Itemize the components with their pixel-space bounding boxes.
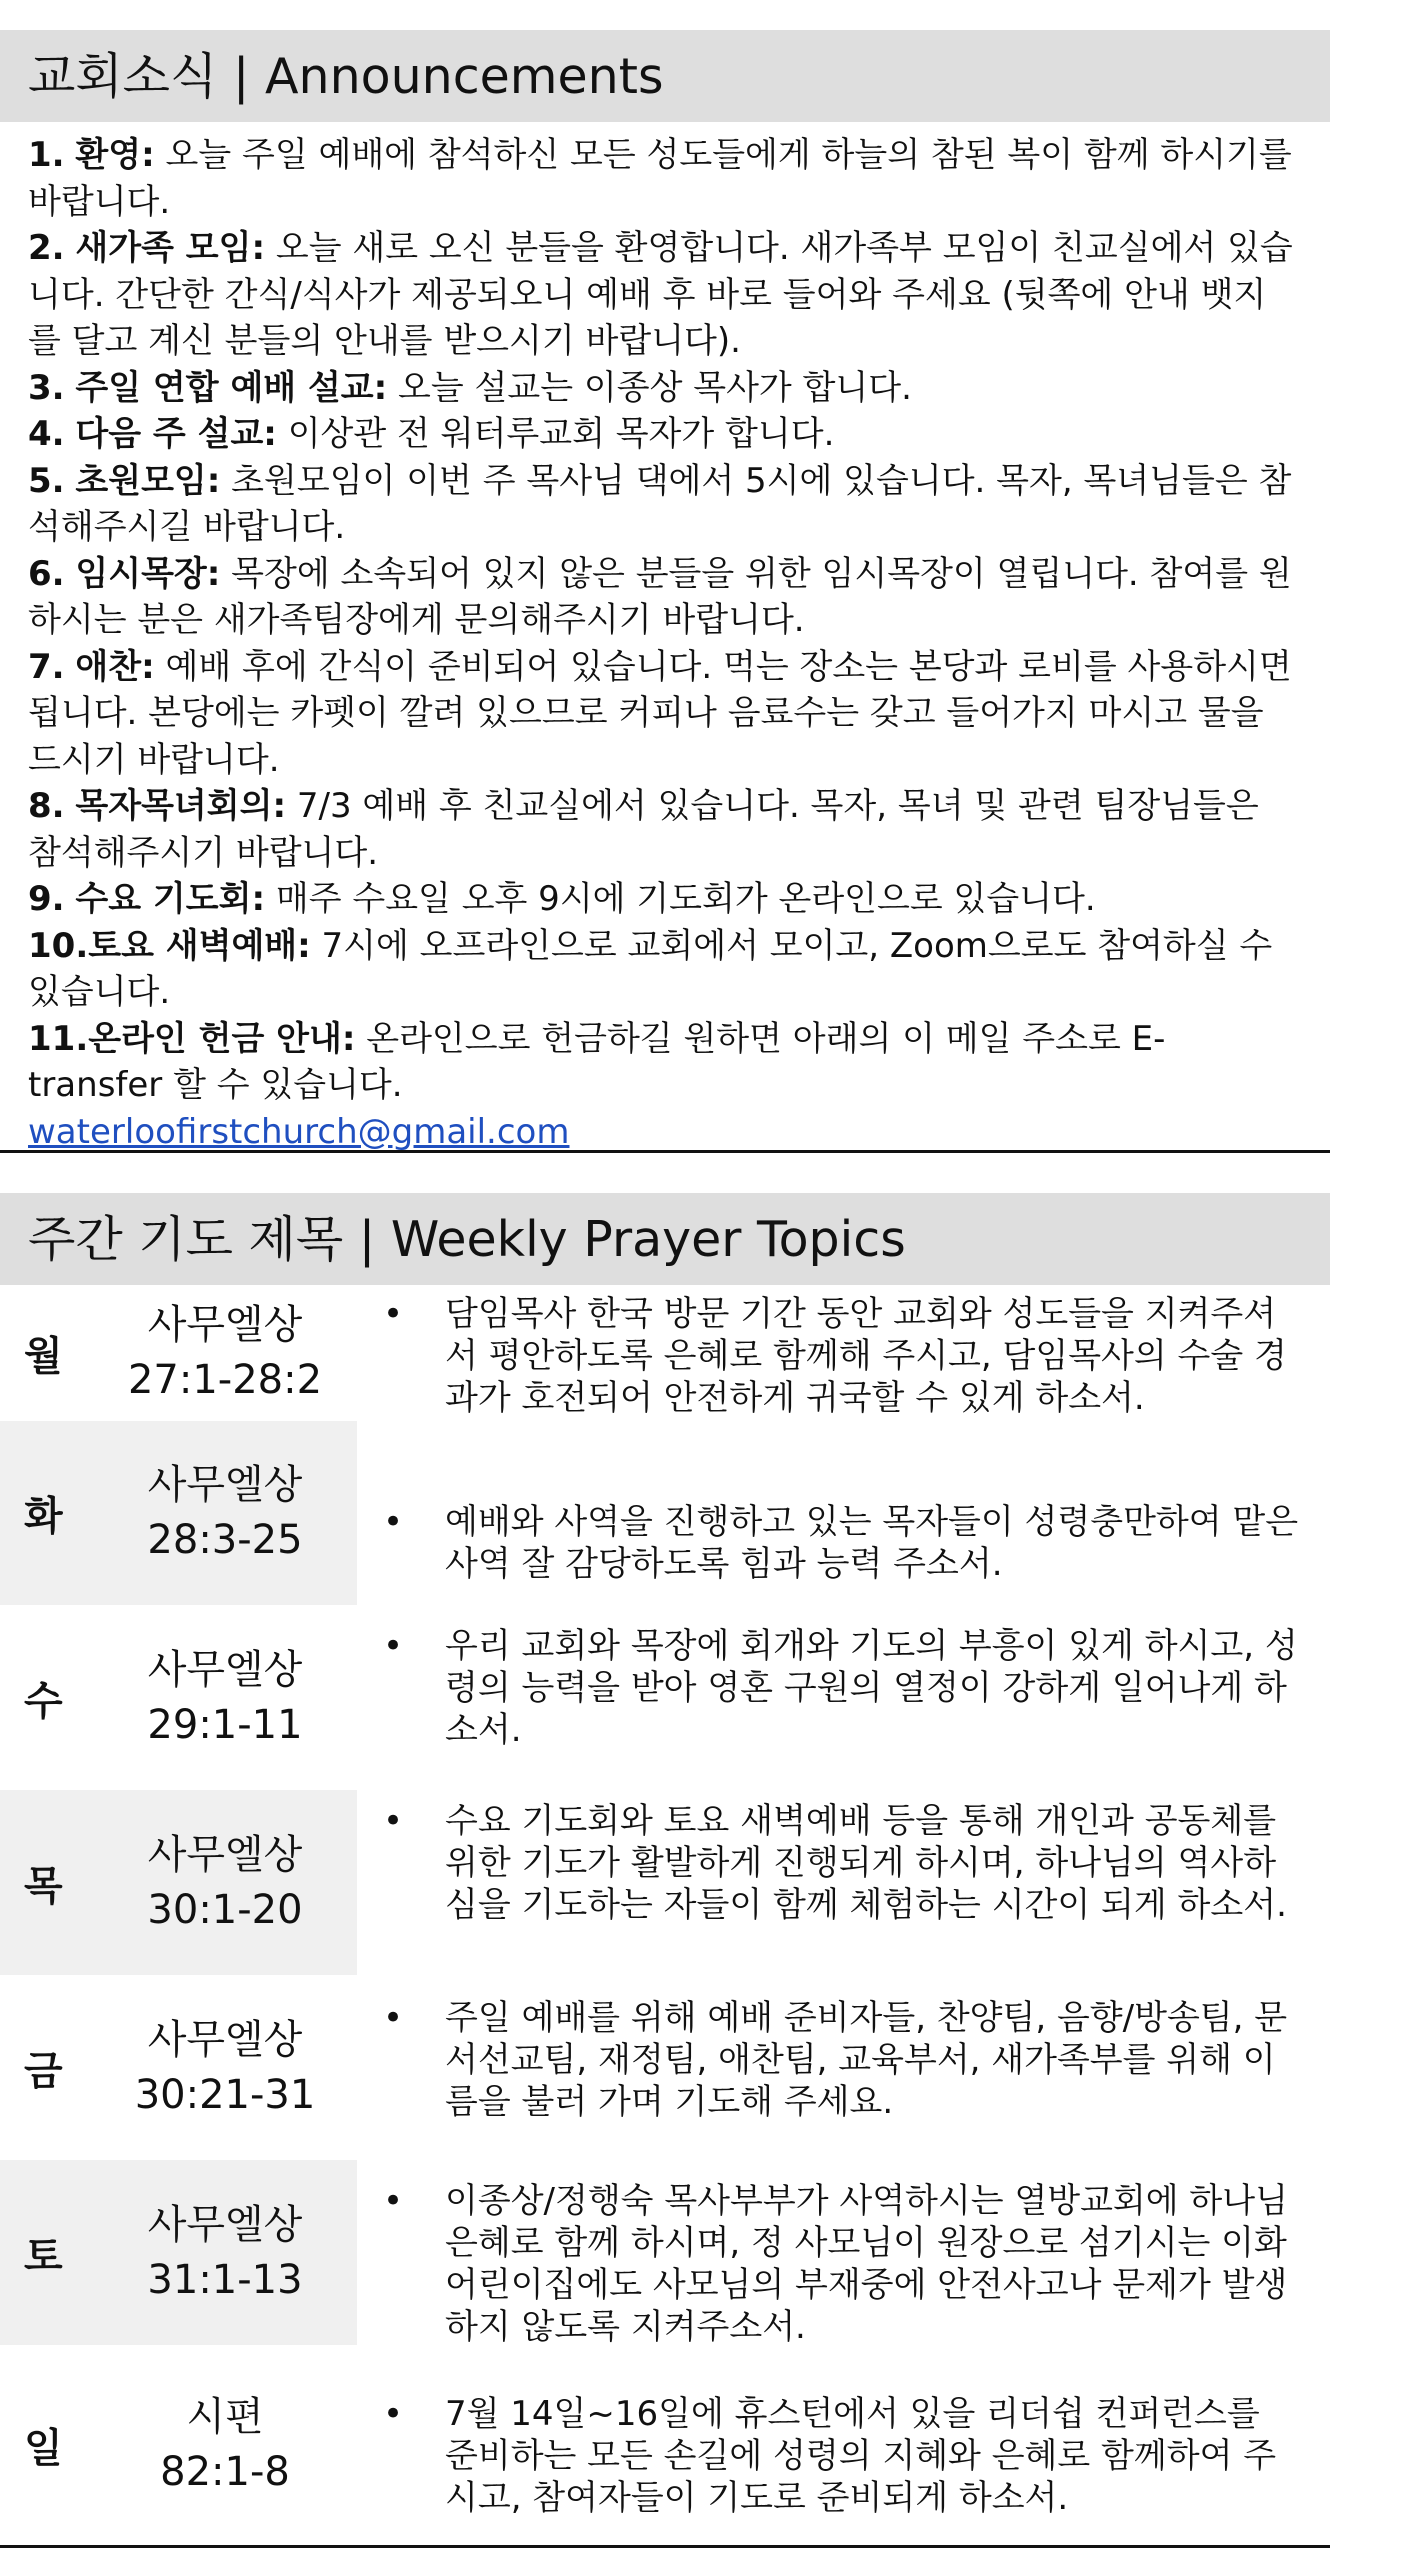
announcement-item <box>28 644 1298 784</box>
prayer-day-cell <box>0 1975 357 2160</box>
announcement-number: 7. <box>28 646 65 687</box>
scripture-reference <box>100 1458 350 1568</box>
scripture-reference <box>100 2198 350 2308</box>
scripture-book: 사무엘상 <box>147 2016 303 2063</box>
announcement-item <box>28 225 1298 365</box>
announcement-text: 7/3 예배 후 친교실에서 있습니다. 목자, 목녀 및 관련 팀장님들은 참석해주시기 바랍니다. <box>28 786 1259 873</box>
announcement-heading: 온라인 헌금 안내: <box>88 1018 356 1059</box>
announcement-item <box>28 1016 1298 1109</box>
scripture-book: 사무엘상 <box>147 1302 303 1348</box>
scripture-chapter: 82:1-8 <box>160 2449 290 2495</box>
prayer-row <box>0 1421 1330 1605</box>
announcement-heading: 초원모임: <box>75 460 221 501</box>
scripture-book: 사무엘상 <box>147 1831 303 1878</box>
announcement-item <box>28 923 1298 1016</box>
announcements-list <box>28 132 1298 1155</box>
prayer-text: 예배와 사역을 진행하고 있는 목자들이 성령충만하여 맡은 사역 잘 감당하도록 힘과 능력 주소서. <box>445 1502 1299 1584</box>
announcement-text: 초원모임이 이번 주 목사님 댁에서 5시에 있습니다. 목자, 목녀님들은 참석해주시길 바랍니다. <box>28 460 1292 547</box>
prayer-day-cell <box>0 1605 357 1790</box>
announcement-heading: 수요 기도회: <box>75 879 266 919</box>
prayer-row <box>0 1285 1330 1421</box>
scripture-chapter: 30:1-20 <box>147 1886 303 1933</box>
prayer-row <box>0 1975 1330 2160</box>
announcement-heading: 환영: <box>75 135 155 175</box>
prayer-day: 토 <box>24 2233 63 2279</box>
announcement-item <box>28 783 1298 876</box>
announcement-heading: 토요 새벽예배: <box>88 925 311 966</box>
prayer-day-cell <box>0 2345 357 2545</box>
announcement-text: 이상관 전 워터루교회 목자가 합니다. <box>276 414 835 454</box>
section-divider <box>0 1150 1330 1153</box>
prayer-row <box>0 1605 1330 1790</box>
announcement-item <box>28 458 1298 551</box>
prayer-header <box>0 1193 1330 1285</box>
prayer-text: 7월 14일~16일에 휴스턴에서 있을 리더쉽 컨퍼런스를 준비하는 모든 손길에 성령의 지혜와 은혜로 함께하여 주시고, 참여자들이 기도로 준비되게 하소서. <box>445 2394 1277 2518</box>
scripture-chapter: 27:1-28:2 <box>127 1357 323 1403</box>
scripture-book: 사무엘상 <box>147 2201 303 2248</box>
announcement-item <box>28 876 1298 923</box>
announcement-item <box>28 365 1298 412</box>
prayer-day-cell <box>0 1421 357 1605</box>
scripture-book: 사무엘상 <box>147 1646 303 1693</box>
prayer-text: 주일 예배를 위해 예배 준비자들, 찬양팀, 음향/방송팀, 문서선교팀, 재정팀, 애찬팀, 교육부서, 새가족부를 위해 이름을 불러 가며 기도해 주세요. <box>445 1998 1288 2122</box>
announcement-text: 목장에 소속되어 있지 않은 분들을 위한 임시목장이 열립니다. 참여를 원하시는 분은 새가족팀장에게 문의해주시기 바랍니다. <box>28 553 1292 640</box>
scripture-reference <box>100 1828 350 1938</box>
email-link[interactable]: waterloofirstchurch@gmail.com <box>28 1111 570 1152</box>
announcement-number: 2. <box>28 228 65 268</box>
prayer-text: 이종상/정행숙 목사부부가 사역하시는 열방교회에 하나님 은혜로 함께 하시며, 정 사모님이 원장으로 섬기시는 이화어린이집에도 사모님의 부재중에 안전사고나 문제가 발생하지 않도록 지켜주소서. <box>445 2181 1288 2347</box>
scripture-chapter: 29:1-11 <box>147 1701 303 1748</box>
prayer-text: 수요 기도회와 토요 새벽예배 등을 통해 개인과 공동체를 위한 기도가 활발하게 진행되게 하시며, 하나님의 역사하심을 기도하는 자들이 함께 체험하는 시간이 되게 하소서. <box>445 1801 1287 1925</box>
prayer-day: 화 <box>24 1493 63 1540</box>
prayer-row <box>0 2160 1330 2345</box>
prayer-day-cell <box>0 2160 357 2345</box>
announcement-text: 매주 수요일 오후 9시에 기도회가 온라인으로 있습니다. <box>265 879 1096 919</box>
announcement-number: 9. <box>28 879 65 919</box>
bullet-icon: • <box>383 2181 404 2221</box>
announcement-heading: 목자목녀회의: <box>75 786 287 826</box>
announcement-number: 5. <box>28 460 65 501</box>
scripture-reference <box>100 2013 350 2123</box>
announcement-text: 7시에 오프라인으로 교회에서 모이고, Zoom으로도 참여하실 수 있습니다. <box>28 925 1273 1012</box>
scripture-reference <box>100 1298 350 1408</box>
prayer-day: 목 <box>24 1863 63 1909</box>
bullet-icon: • <box>383 1294 404 1334</box>
prayer-row <box>0 2345 1330 2545</box>
announcement-number: 8. <box>28 786 65 826</box>
scripture-chapter: 31:1-13 <box>147 2256 303 2303</box>
scripture-reference <box>100 2390 350 2500</box>
bullet-icon: • <box>383 1998 404 2038</box>
scripture-chapter: 28:3-25 <box>147 1517 303 1563</box>
prayer-text: 우리 교회와 목장에 회개와 기도의 부흥이 있게 하시고, 성령의 능력을 받아 영혼 구원의 열정이 강하게 일어나게 하소서. <box>445 1626 1298 1750</box>
prayer-day: 일 <box>24 2425 63 2472</box>
prayer-table <box>0 1285 1330 2547</box>
prayer-day: 수 <box>24 1678 63 1724</box>
section-divider <box>0 2545 1330 2548</box>
prayer-day-cell <box>0 1790 357 1975</box>
bullet-icon: • <box>383 1502 404 1542</box>
scripture-book: 시편 <box>186 2394 264 2440</box>
announcement-heading: 임시목장: <box>75 553 221 594</box>
announcement-text: 오늘 설교는 이종상 목사가 합니다. <box>387 367 912 408</box>
prayer-row <box>0 1790 1330 1975</box>
scripture-reference <box>100 1643 350 1753</box>
announcement-number: 1. <box>28 135 65 175</box>
announcement-text: 예배 후에 간식이 준비되어 있습니다. 먹는 장소는 본당과 로비를 사용하시면 됩니다. 본당에는 카펫이 깔려 있으므로 커피나 음료수는 갖고 들어가지 마시고 물을 드시기 바랍니다. <box>28 646 1292 780</box>
announcement-number: 6. <box>28 553 65 594</box>
scripture-chapter: 30:21-31 <box>134 2071 316 2118</box>
announcement-number: 10. <box>28 925 89 966</box>
announcement-number: 11. <box>28 1018 89 1059</box>
announcements-header <box>0 30 1330 122</box>
announcement-heading: 새가족 모임: <box>75 228 266 268</box>
announcement-heading: 애찬: <box>75 646 155 687</box>
bullet-icon: • <box>383 1801 404 1841</box>
announcements-title: 교회소식 | Announcements <box>28 47 664 105</box>
announcement-item <box>28 551 1298 644</box>
scripture-book: 사무엘상 <box>147 1462 303 1508</box>
prayer-day: 월 <box>24 1333 63 1380</box>
announcement-item <box>28 411 1298 458</box>
prayer-day: 금 <box>24 2048 63 2094</box>
prayer-day-cell <box>0 1285 357 1421</box>
announcement-number: 3. <box>28 367 65 408</box>
announcement-heading: 주일 연합 예배 설교: <box>75 367 388 408</box>
prayer-text: 담임목사 한국 방문 기간 동안 교회와 성도들을 지켜주셔서 평안하도록 은혜로 함께해 주시고, 담임목사의 수술 경과가 호전되어 안전하게 귀국할 수 있게 하소서. <box>445 1294 1287 1418</box>
announcement-number: 4. <box>28 414 65 454</box>
bullet-icon: • <box>383 1626 404 1666</box>
announcement-text: 오늘 새로 오신 분들을 환영합니다. 새가족부 모임이 친교실에서 있습니다. 간단한 간식/식사가 제공되오니 예배 후 바로 들어와 주세요 (뒷쪽에 안내 뱃지를 달고 계신 분들의 안내를 받으시기 바랍니다). <box>28 228 1293 361</box>
announcement-text: 오늘 주일 예배에 참석하신 모든 성도들에게 하늘의 참된 복이 함께 하시기를 바랍니다. <box>28 135 1292 222</box>
announcement-heading: 다음 주 설교: <box>75 414 277 454</box>
announcement-text: 온라인으로 헌금하길 원하면 아래의 이 메일 주소로 E-transfer 할 수 있습니다. <box>28 1018 1166 1105</box>
announcement-item <box>28 132 1298 225</box>
bullet-icon: • <box>383 2394 404 2434</box>
prayer-title: 주간 기도 제목 | Weekly Prayer Topics <box>28 1210 906 1268</box>
